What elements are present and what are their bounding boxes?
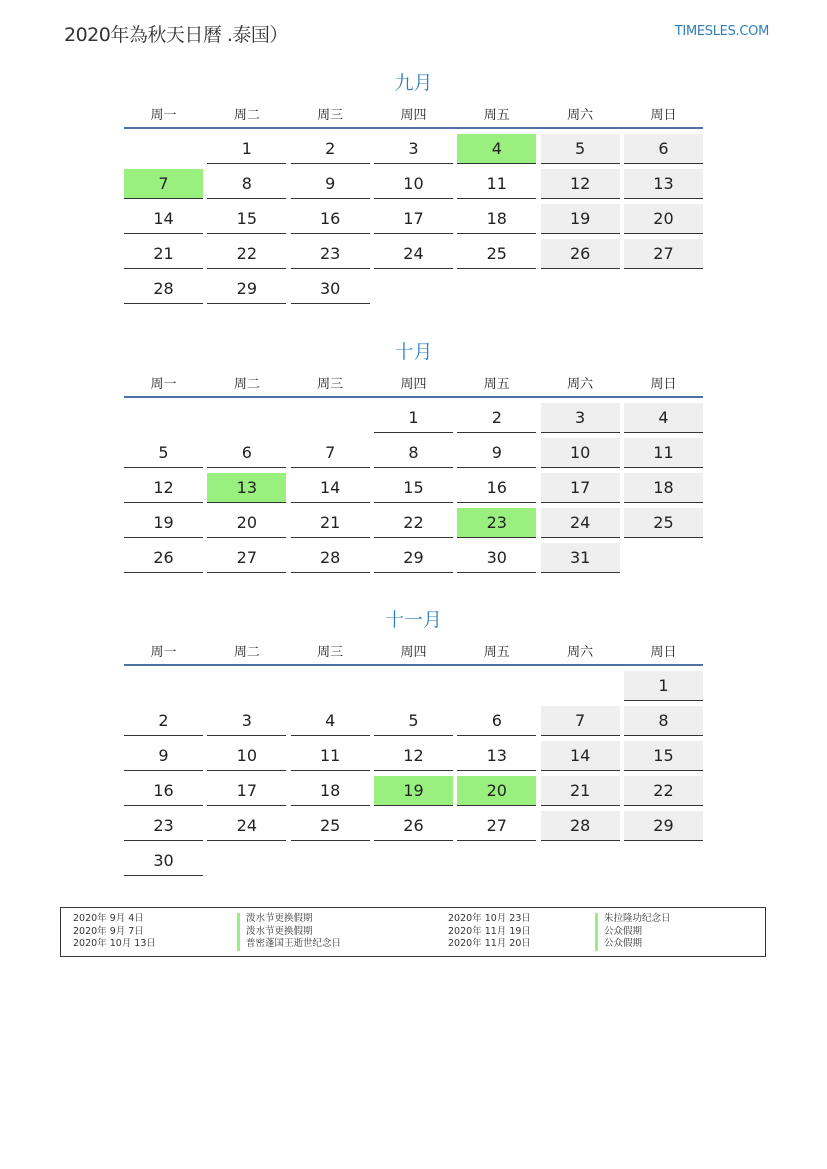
legend-holiday-name: 朱拉隆功纪念日 <box>595 913 671 926</box>
day-cell: 8 <box>624 706 703 736</box>
legend-holiday-name: 泼水节更换假期 <box>237 926 341 939</box>
weekday-label: 周一 <box>150 377 177 392</box>
weekday-label: 周二 <box>233 377 260 392</box>
day-cell: 20 <box>207 508 286 538</box>
day-cell: 28 <box>124 274 203 304</box>
day-cell: 9 <box>457 438 536 468</box>
day-cell: 21 <box>291 508 370 538</box>
day-cell: 20 <box>624 204 703 234</box>
day-cell: 10 <box>374 169 453 199</box>
day-cell: 16 <box>457 473 536 503</box>
day-cell: 25 <box>624 508 703 538</box>
holiday-day-cell: 23 <box>457 508 536 538</box>
empty-day-cell <box>207 403 286 433</box>
day-cell: 23 <box>291 239 370 269</box>
day-grid <box>124 134 703 304</box>
day-cell: 18 <box>457 204 536 234</box>
day-cell: 29 <box>374 543 453 573</box>
weekday-label: 周六 <box>567 108 594 123</box>
legend-right-names <box>595 913 671 951</box>
day-cell: 4 <box>624 403 703 433</box>
day-cell: 5 <box>541 134 620 164</box>
day-cell: 19 <box>124 508 203 538</box>
day-cell: 14 <box>541 741 620 771</box>
day-cell: 15 <box>374 473 453 503</box>
weekday-label: 周日 <box>650 645 677 660</box>
day-cell: 22 <box>624 776 703 806</box>
day-cell: 2 <box>457 403 536 433</box>
day-cell: 23 <box>124 811 203 841</box>
day-cell: 16 <box>291 204 370 234</box>
day-cell: 1 <box>207 134 286 164</box>
weekday-header <box>124 642 703 666</box>
day-cell: 17 <box>541 473 620 503</box>
day-cell: 9 <box>124 741 203 771</box>
day-cell: 16 <box>124 776 203 806</box>
day-cell: 27 <box>207 543 286 573</box>
weekday-label: 周三 <box>317 108 344 123</box>
day-cell: 2 <box>124 706 203 736</box>
month-september <box>124 70 703 304</box>
month-title: 十一月 <box>384 609 442 631</box>
day-cell: 26 <box>374 811 453 841</box>
day-cell: 30 <box>291 274 370 304</box>
empty-day-cell <box>291 403 370 433</box>
day-grid <box>124 403 703 573</box>
day-cell: 13 <box>624 169 703 199</box>
weekday-label: 周二 <box>233 645 260 660</box>
day-cell: 15 <box>207 204 286 234</box>
day-cell: 11 <box>291 741 370 771</box>
empty-day-cell <box>541 671 620 701</box>
day-cell: 22 <box>207 239 286 269</box>
weekday-label: 周一 <box>150 645 177 660</box>
legend-holiday-name: 泼水节更换假期 <box>237 913 341 926</box>
day-cell: 26 <box>124 543 203 573</box>
day-cell: 12 <box>374 741 453 771</box>
holiday-day-cell: 19 <box>374 776 453 806</box>
empty-day-cell <box>291 671 370 701</box>
day-cell: 15 <box>624 741 703 771</box>
month-november <box>124 607 703 876</box>
day-cell: 3 <box>541 403 620 433</box>
day-cell: 18 <box>291 776 370 806</box>
day-cell: 24 <box>541 508 620 538</box>
weekday-label: 周五 <box>483 377 510 392</box>
holiday-legend <box>60 907 766 957</box>
day-cell: 6 <box>457 706 536 736</box>
day-cell: 9 <box>291 169 370 199</box>
day-cell: 10 <box>207 741 286 771</box>
legend-left-dates <box>73 913 156 951</box>
day-cell: 27 <box>457 811 536 841</box>
weekday-label: 周四 <box>400 377 427 392</box>
day-cell: 4 <box>291 706 370 736</box>
day-cell: 17 <box>374 204 453 234</box>
empty-day-cell <box>124 403 203 433</box>
day-cell: 19 <box>541 204 620 234</box>
day-cell: 21 <box>541 776 620 806</box>
legend-date: 2020年 9月 4日 <box>73 913 144 924</box>
day-cell: 25 <box>291 811 370 841</box>
day-cell: 30 <box>124 846 203 876</box>
day-cell: 8 <box>207 169 286 199</box>
legend-right-dates <box>448 913 531 951</box>
weekday-label: 周三 <box>317 645 344 660</box>
legend-date: 2020年 11月 19日 <box>448 925 531 937</box>
empty-day-cell <box>124 134 203 164</box>
weekday-label: 周五 <box>483 645 510 660</box>
holiday-day-cell: 4 <box>457 134 536 164</box>
day-cell: 28 <box>541 811 620 841</box>
day-cell: 1 <box>374 403 453 433</box>
month-title: 十月 <box>394 341 433 363</box>
day-cell: 31 <box>541 543 620 573</box>
day-cell: 28 <box>291 543 370 573</box>
month-title: 九月 <box>394 72 433 94</box>
day-cell: 18 <box>624 473 703 503</box>
weekday-label: 周日 <box>650 108 677 123</box>
day-cell: 14 <box>291 473 370 503</box>
day-cell: 29 <box>624 811 703 841</box>
site-logo[interactable]: TIMESLES.COM <box>674 24 769 39</box>
day-cell: 8 <box>374 438 453 468</box>
empty-day-cell <box>207 671 286 701</box>
page-title: 2020年為秋天日曆 .泰国） <box>64 24 288 46</box>
day-grid <box>124 671 703 876</box>
weekday-label: 周三 <box>317 377 344 392</box>
day-cell: 10 <box>541 438 620 468</box>
legend-holiday-name: 公众假期 <box>595 926 671 939</box>
legend-left-names <box>237 913 341 951</box>
day-cell: 3 <box>207 706 286 736</box>
day-cell: 17 <box>207 776 286 806</box>
day-cell: 11 <box>457 169 536 199</box>
day-cell: 7 <box>291 438 370 468</box>
weekday-label: 周六 <box>567 645 594 660</box>
weekday-label: 周四 <box>400 108 427 123</box>
day-cell: 24 <box>374 239 453 269</box>
day-cell: 12 <box>541 169 620 199</box>
day-cell: 1 <box>624 671 703 701</box>
empty-day-cell <box>457 671 536 701</box>
weekday-label: 周日 <box>650 377 677 392</box>
weekday-label: 周二 <box>233 108 260 123</box>
day-cell: 11 <box>624 438 703 468</box>
holiday-day-cell: 13 <box>207 473 286 503</box>
weekday-header <box>124 374 703 398</box>
weekday-header <box>124 105 703 129</box>
day-cell: 21 <box>124 239 203 269</box>
day-cell: 30 <box>457 543 536 573</box>
day-cell: 2 <box>291 134 370 164</box>
legend-date: 2020年 10月 13日 <box>73 938 156 949</box>
weekday-label: 周六 <box>567 377 594 392</box>
day-cell: 26 <box>541 239 620 269</box>
legend-holiday-name: 普密蓬国王逝世纪念日 <box>237 938 341 951</box>
day-cell: 5 <box>374 706 453 736</box>
empty-day-cell <box>374 671 453 701</box>
day-cell: 29 <box>207 274 286 304</box>
day-cell: 7 <box>541 706 620 736</box>
day-cell: 22 <box>374 508 453 538</box>
day-cell: 25 <box>457 239 536 269</box>
holiday-day-cell: 7 <box>124 169 203 199</box>
empty-day-cell <box>124 671 203 701</box>
legend-date: 2020年 9月 7日 <box>73 925 144 937</box>
weekday-label: 周五 <box>483 108 510 123</box>
legend-date: 2020年 11月 20日 <box>448 938 531 949</box>
day-cell: 3 <box>374 134 453 164</box>
day-cell: 12 <box>124 473 203 503</box>
day-cell: 5 <box>124 438 203 468</box>
weekday-label: 周一 <box>150 108 177 123</box>
day-cell: 13 <box>457 741 536 771</box>
legend-holiday-name: 公众假期 <box>595 938 671 951</box>
day-cell: 14 <box>124 204 203 234</box>
weekday-label: 周四 <box>400 645 427 660</box>
day-cell: 6 <box>624 134 703 164</box>
holiday-day-cell: 20 <box>457 776 536 806</box>
day-cell: 24 <box>207 811 286 841</box>
month-october <box>124 339 703 573</box>
legend-date: 2020年 10月 23日 <box>448 913 531 924</box>
day-cell: 6 <box>207 438 286 468</box>
day-cell: 27 <box>624 239 703 269</box>
